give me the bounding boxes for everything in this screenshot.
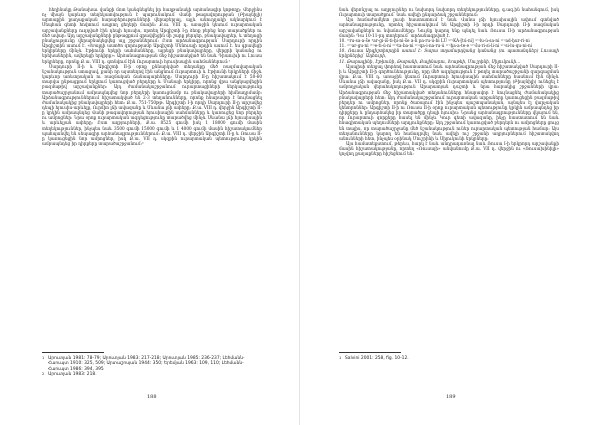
footnote-text: Արուտյան 1981: 78-79; Արուտյան 1983: 217-218; Արուտյան 1985: 236-237; Լեհմանն-Հաուպտ 1910: 325, 509; Արտաշոսյան 1944: 350; Երեմյան 1963: 109, 110; Լեհմանն-Հաուպտ 1986: 394, 395 bbox=[48, 356, 245, 372]
left-page-body bbox=[42, 7, 262, 146]
footnote-number: 1 bbox=[339, 356, 342, 360]
transliteration-line: 11. ᵘʳᵘar-gu-ni ᵘʳᵘe-ti-ú-ni ᵘʳᵘta-ba-ni ᵘʳᵘqa-i-na-ru-ú ᵘʳᵘḫa-a-te-e ᵘʳᵘšu-ri-si-li-ni ᵘʳᵘsi-lu-qu-ni-ni bbox=[339, 43, 533, 49]
transliteration-line: 10. ᵐru-sa-a-še ᵈar-gi-iš-ti-ḫi-ni-še a-li pa-ru-ú-bi LÚ ᵘʳᵘKÁ-[tú-ni] ᵘʳᵘlu-ú-sa-ni ᵘʳᵘad-ḫur-ri-ni bbox=[339, 37, 530, 43]
page-number: 188 bbox=[147, 394, 157, 400]
translation-line: 11. Թարագինի, Էթիունի, Թաբանի, Քայինարու, Խաթեի, Մուշրինի, Սիլուկունի... bbox=[339, 58, 521, 64]
paragraph: հեղինակը Թանախաւ վանքի մոտ կանգնեցնել իր հաղթանակի արձանագիր կոթողը: Վերջինս ոչ միայն կարևոր տեղեկատվություն է պարունակում Վանի թագավորության (Բիայնիլի) արտաքին քաղաքական հարաբերությունների վերաբերյալ, այլև անուղղակի ակնարկում է Սեպհան գետի հովտում ապրող ցեղերի մասին: Ք.ա. VIII դ. առաջին կեսում ուրարտական արշավանքները ուղղված էին դեպի հյուսիս, որտեղ Արգիշտի I-ը ձեռք բերեց նոր տարածքներ ու մեծ ավար: Այդ արշավանքների ընթացքում գրավվեցին մի շարք բերդեր, բնակավայրեր, և տեղացի բնակչությունը վերաբնակեցվեց այլ շրջաններում: Ըստ արձանագրության՝ Սարդուրի որդին Արգիշտին ասում է. «Խալդի աստծո զորությամբ Արգիշտի Մենուայի որդին ասում է. ես գրավեցի երկիրները մինչև Էթիունի երկրի սահմանները, այրեցի բնակավայրերը, վերցրի կանանց ու երեխաներին, ավերեցի երկիրը»: Արձանագրության մեջ հիշատակված են նաև Դիաուխի ու Լուսա երկրները, որոնք Ք.ա. VIII դ. գտնվում էին Ուրարտուի հյուսիսային սահմաններում:¹ bbox=[42, 7, 262, 64]
footnote-text: Արուտյան 1983: 218. bbox=[48, 372, 97, 378]
right-page-body bbox=[339, 7, 559, 157]
footnote-rule bbox=[42, 352, 104, 353]
footnote-rule bbox=[339, 352, 401, 353]
right-page bbox=[300, 0, 600, 425]
translation-line: 10. Ռուսա Արգիշտիորդին ասում է: Տարա տղամարդկանց կանանց (ու պատանդներ) Լուսայի երկրներից՝ Ադհուրի, bbox=[339, 48, 559, 59]
paragraph: Սարդուրի II-ի և Արգիշտի II-ի օրոք քննարկված տեղանքը մեծ ռազմավարական նշանակություն ստացավ, քանի որ այստեղով էին անցնում Ուրարտուի և Էթիունի երկրների միջև կարևոր առևտրական ու ռազմական ճանապարհները: Սարդուրի II-ը հիշատակում է 50-60 տարվա ընթացքում երկրում կառուցված բերդերը և Մանայի երկիրը, որոնց վրա անցկացվեցին բազմաթիվ արշավանքներ: Այդ ժամանակաշրջանում ուրարտացիների ներկայությունը տարածաշրջանում ամրապնդվեց նոր բերդերի կառուցմամբ ու բնակավայրերի հիմնադրմամբ: Արձանագրություններում հիշատակված են 2-3 տեղանունները, որոնք հնարավոր է նույնացնել ժամանակակից բնակավայրերի հետ: Ք.ա. 751-750թթ. Արգիշտի I-ի որդի Սարդուրի II-ը արշավեց դեպի հյուսիս-արևելք, Ուրմիո լճի ավազանը և Սևանա լճի ափերը: Ք.ա. VIII դ. վերջին Արգիշտի II-ը կրկին ամրապնդեց Վանի թագավորության հյուսիսային սահմանները և կառուցեց նոր բերդեր ու ամրոցներ: Նրա օրոք ուրարտական ազդեցությունը տարածվեց մինչև Սևանա լճի հյուսիսային և արևելյան ափերը: Ըստ աղբյուրների, Ք.ա. 8525 գումի իսկ 1 18000 գումի մասին տեղեկություններ, ինչպես նաև 3500 գումի 15000 գումի և 1 4000 գումի մասին հիշատակումներ պահպանվել են սեպագիր արձանագրություններում: Ք.ա. VIII դ. վերջին Արգիշտի II-ը և Ռուսա II-ը կառուցեցին նոր ամրոցներ, իսկ Ք.ա. VII դ. սկզբին ուրարտական պետությունը կրկին ամրապնդեց իր դիրքերը տարածաշրջանում:² bbox=[42, 63, 262, 147]
right-footnotes bbox=[339, 356, 559, 361]
paragraph: Այսպիսի տեղյալ փորձով հաստատում նաև արձանագրության մեջ հիշատակված Սարդուրի II-ի և Արգիշտի II-ի գործունեությունը, որը մեծ ազդեցություն է թողել տարածաշրջանի զարգացման վրա: Ք.ա. VIII դ. առաջին կեսում Ուրարտուի հյուսիսային սահմանները հասնում էին մինչև Սևանա լճի ավազանը, իսկ Ք.ա. VII դ. սկզբին Ուրարտական պետությունը (Բիայնիլի) ունեցել է ամբողջական վերահսկողություն Արարատյան դաշտի և նրա հարակից շրջանների վրա: Արձանագրության մեջ հիշատակված տեղանունները հնարավոր է նույնացնել ժամանակակից բնակավայրերի հետ: Այդ ժամանակաշրջանում ուրարտական արքաները կառուցեցին բազմաթիվ բերդեր ու ամրոցներ, որոնք ծառայում էին ինչպես պաշտպանական, այնպես էլ վարչական կենտրոններ: Արգիշտի II-ի ու Ռուսա II-ի օրոք ուրարտական պետությունը կրկին ամրապնդեց իր դիրքերը և ընդարձակեց իր տարածքը դեպի հյուսիս: Նրանց արձանագրությունները վկայում են, որ Ուրարտուի զորքերը հասել են մինչև Կուր գետի ավազանը, ինչը հաստատում են նաև հնագիտական պեղումների արդյունքները: Այդ շրջանում կառուցված բերդերն ու ամրոցները ցույց են տալիս, որ տարածաշրջանը մեծ նշանակություն ուներ ուրարտական պետության համար: Այս տեղանունները կարող են համադրվել նաև ավելի ուշ շրջանի աղբյուրներում հիշատակվող անունների հետ, ինչպես օրինակ Մուշրինի և Սիլուկունի երկրները: bbox=[339, 63, 559, 141]
left-footnotes bbox=[42, 356, 262, 378]
footnote bbox=[42, 372, 262, 377]
paragraph: Այս համաժամկետ լուսի հաստատում է նաև Վանա լճի հյուսիսային ափում գտնված արձանագրությունը, որտեղ հիշատակվում են Արգիշտի I-ի որդի Սարդուրի II-ի ռազմական արշավանքներն ու նվաճումները: Նույնը կարող ենք պնդել նաև Ռուսա II-ի արձանագրության մասին: Դա 10-11-րդ տողերում՝ արձանագրված է. bbox=[339, 17, 559, 38]
page-number: 189 bbox=[446, 394, 456, 400]
footnote bbox=[339, 356, 559, 361]
footnote-number: 1 bbox=[42, 356, 45, 360]
paragraph: Այս համատեքստում, թերևս, հարկ է նաև անդրադառնալ նաև Ռուսա I-ի երկրորդ արշավանքի մասին հիշատակությանը, որտեղ «Ռուսայի» անվանումը Ք.ա. VII դ. վերջին ու «Ռուսախինիլի» կոչվող քաղաքները հիշեցնում են: bbox=[339, 141, 559, 157]
footnote-number: 2 bbox=[42, 372, 45, 377]
footnote bbox=[42, 356, 262, 372]
paragraph: նաև վերոնշյալ ու աղբյուրներ ու նախորդ նախորդ տեղեկությունները, գ.ազ.ին նահանգում, իսկ Ուրարտուի տարածքում՝ նաև ավելի ընդարձակ շրջաններում: bbox=[339, 7, 559, 18]
footnote-text: Salvini 2001: 258, fig. 10-12. bbox=[345, 356, 409, 361]
